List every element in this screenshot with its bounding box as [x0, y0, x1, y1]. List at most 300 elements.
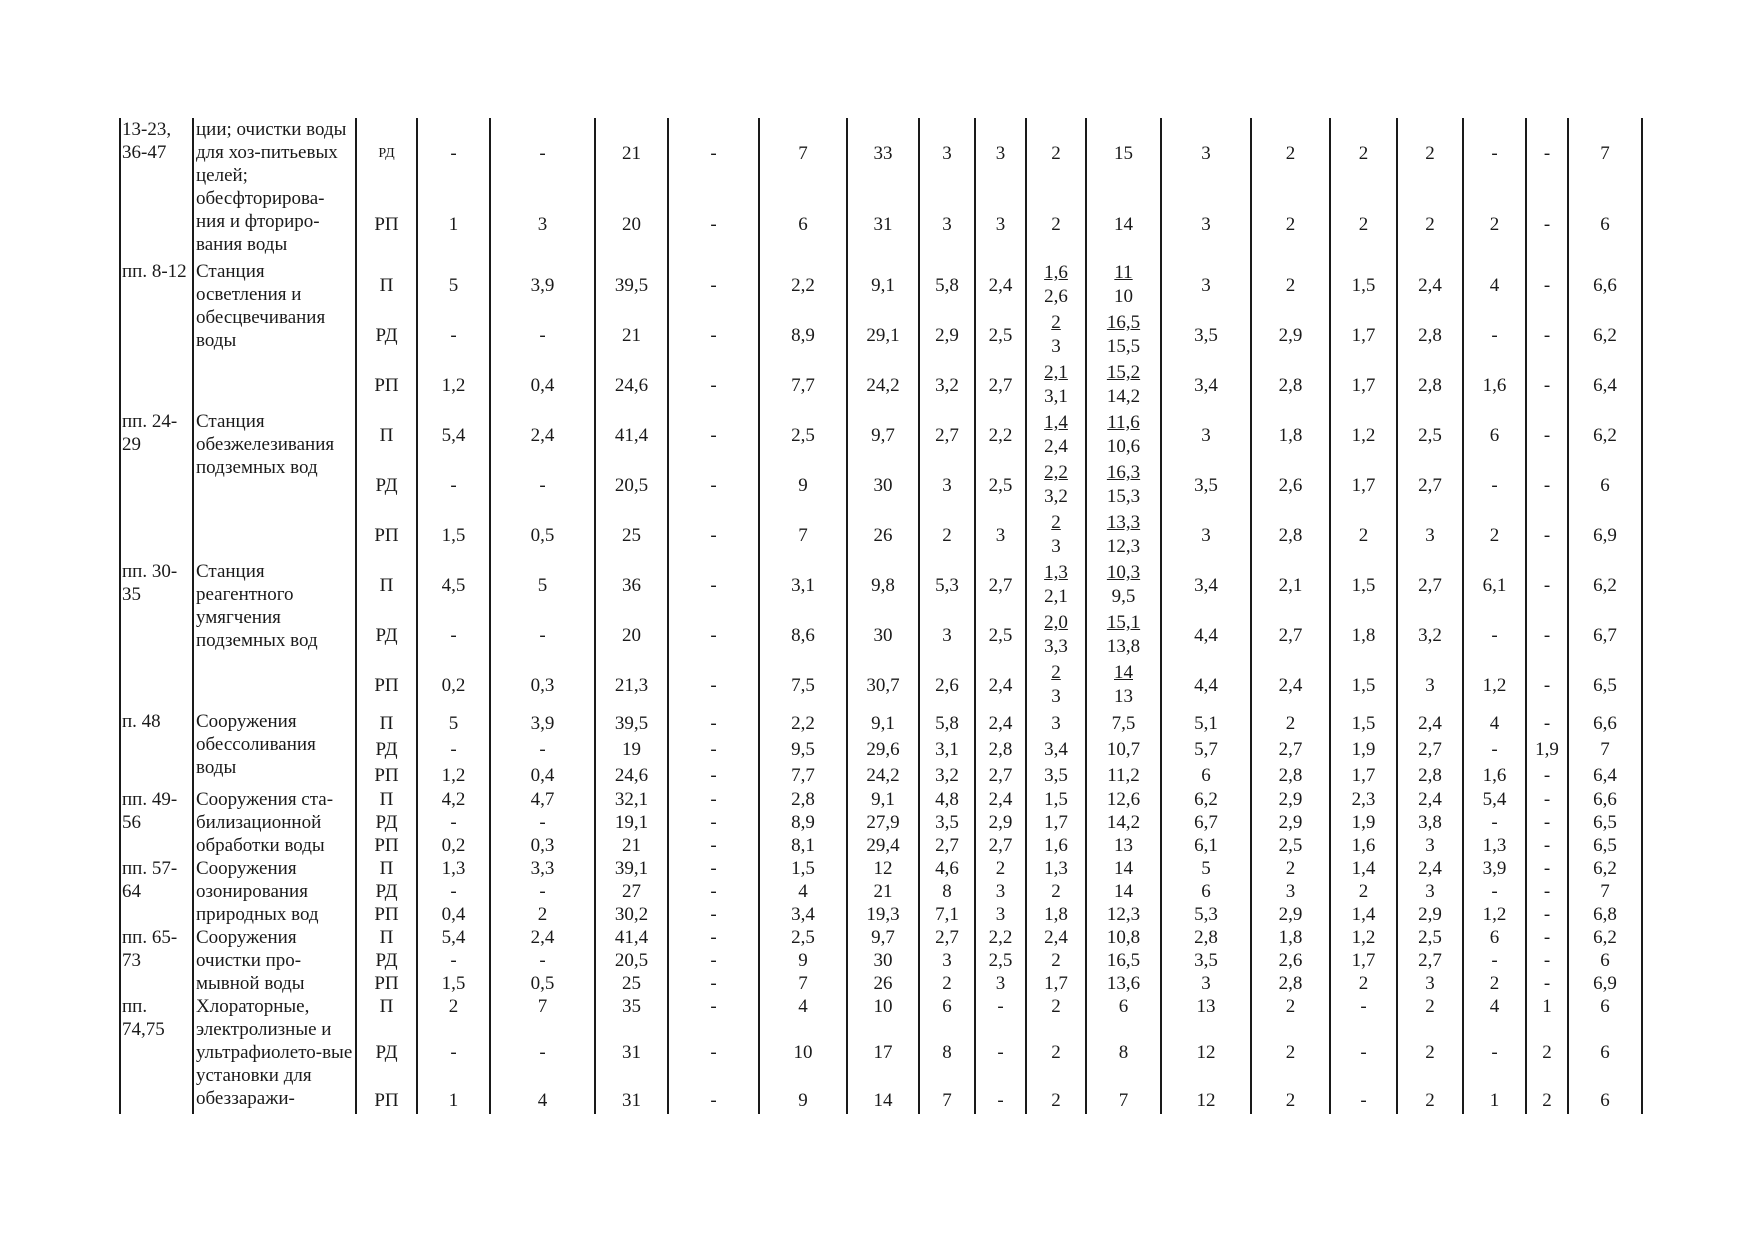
value-cell: 2: [1397, 995, 1463, 1018]
fraction-top: 2,2: [1044, 462, 1068, 483]
value-cell: 2: [1330, 880, 1397, 903]
value-cell: -: [668, 1087, 759, 1114]
value-cell: 5,4: [1463, 788, 1526, 811]
fraction-top: 15,2: [1106, 362, 1141, 383]
value-cell: 2,4: [975, 710, 1026, 736]
value-cell: 2: [1397, 1087, 1463, 1114]
value-cell: 2,5: [975, 310, 1026, 360]
value-cell: 3: [919, 949, 975, 972]
value-cell: 2: [1026, 949, 1086, 972]
section-number: пп. 30-35: [120, 560, 193, 710]
value-cell: 30: [847, 949, 919, 972]
mode-cell: П: [356, 788, 417, 811]
value-cell: 3: [975, 188, 1026, 260]
value-cell: -: [1463, 736, 1526, 762]
value-cell: 19,1: [595, 811, 668, 834]
value-cell: 9,7: [847, 410, 919, 460]
mode-cell: П: [356, 260, 417, 310]
value-cell: 3,8: [1397, 811, 1463, 834]
value-cell: 3,4: [1161, 360, 1251, 410]
value-cell: -: [1526, 260, 1568, 310]
value-cell: 1,7: [1330, 762, 1397, 788]
value-cell: 20,5: [595, 949, 668, 972]
value-cell: [1086, 510, 1161, 560]
facility-name: Станция обезжелезивания подземных вод: [193, 410, 356, 560]
value-cell: 7: [919, 1087, 975, 1114]
value-cell: -: [490, 1018, 595, 1087]
value-cell: -: [668, 360, 759, 410]
value-cell: 5,8: [919, 710, 975, 736]
value-cell: 2,7: [919, 926, 975, 949]
value-cell: -: [668, 560, 759, 610]
value-cell: 13,6: [1086, 972, 1161, 995]
value-cell: 3,5: [1161, 310, 1251, 360]
value-cell: -: [668, 118, 759, 188]
fraction-top: 15,1: [1106, 612, 1141, 633]
mode-cell: РД: [356, 949, 417, 972]
value-cell: 19,3: [847, 903, 919, 926]
value-cell: 1,5: [417, 972, 490, 995]
value-cell: 8: [919, 1018, 975, 1087]
value-cell: 1,5: [1330, 560, 1397, 610]
value-cell: 7: [1568, 118, 1642, 188]
value-cell: 2,5: [975, 949, 1026, 972]
value-cell: 1,8: [1251, 926, 1330, 949]
value-cell: -: [490, 118, 595, 188]
mode-cell: РП: [356, 834, 417, 857]
section-number: п. 48: [120, 710, 193, 788]
value-cell: 10: [847, 995, 919, 1018]
value-cell: 0,4: [417, 903, 490, 926]
fraction-bottom: 2,6: [1044, 286, 1068, 307]
value-cell: 2,5: [975, 460, 1026, 510]
value-cell: 2: [1463, 972, 1526, 995]
value-cell: 6,2: [1568, 857, 1642, 880]
value-cell: 6: [1568, 1018, 1642, 1087]
value-cell: -: [490, 736, 595, 762]
value-cell: 30,7: [847, 660, 919, 710]
value-cell: 13: [1161, 995, 1251, 1018]
value-cell: 2,7: [1397, 560, 1463, 610]
value-cell: 2,2: [975, 410, 1026, 460]
value-cell: 3,9: [1463, 857, 1526, 880]
value-cell: 8,9: [759, 310, 847, 360]
value-cell: -: [668, 972, 759, 995]
value-cell: 3: [975, 972, 1026, 995]
value-cell: 6,5: [1568, 811, 1642, 834]
value-cell: 6,6: [1568, 788, 1642, 811]
table-row: [120, 710, 1642, 736]
value-cell: 3: [1161, 260, 1251, 310]
value-cell: [1026, 660, 1086, 710]
value-cell: 24,2: [847, 360, 919, 410]
value-cell: 2,7: [1397, 949, 1463, 972]
value-cell: 6,2: [1568, 926, 1642, 949]
value-cell: 2,9: [1397, 903, 1463, 926]
value-cell: 9,7: [847, 926, 919, 949]
value-cell: 2,7: [1397, 736, 1463, 762]
value-cell: 7,7: [759, 762, 847, 788]
value-cell: 3: [1161, 510, 1251, 560]
mode-cell: РД: [356, 118, 417, 188]
value-cell: -: [1463, 460, 1526, 510]
fraction-bottom: 14,2: [1106, 386, 1141, 407]
value-cell: 25: [595, 972, 668, 995]
value-cell: 3: [975, 903, 1026, 926]
value-cell: 31: [847, 188, 919, 260]
value-cell: 12: [1161, 1087, 1251, 1114]
mode-cell: П: [356, 926, 417, 949]
value-cell: 7: [1086, 1087, 1161, 1114]
value-cell: 7: [1568, 736, 1642, 762]
value-cell: 6,8: [1568, 903, 1642, 926]
value-cell: 0,5: [490, 972, 595, 995]
mode-cell: П: [356, 857, 417, 880]
value-cell: -: [490, 880, 595, 903]
value-cell: 3,5: [1026, 762, 1086, 788]
value-cell: -: [975, 1087, 1026, 1114]
value-cell: 1,7: [1330, 310, 1397, 360]
value-cell: 2,8: [1397, 360, 1463, 410]
value-cell: 4: [1463, 260, 1526, 310]
value-cell: 6,4: [1568, 762, 1642, 788]
value-cell: 2,7: [975, 560, 1026, 610]
value-cell: -: [668, 903, 759, 926]
fraction-bottom: 3: [1051, 536, 1061, 557]
value-cell: 2,8: [1397, 310, 1463, 360]
table-row: [120, 857, 1642, 880]
value-cell: 6: [919, 995, 975, 1018]
section-number: пп. 57-64: [120, 857, 193, 926]
value-cell: 4,5: [417, 560, 490, 610]
value-cell: -: [1526, 949, 1568, 972]
value-cell: 4: [759, 995, 847, 1018]
value-cell: -: [1330, 995, 1397, 1018]
value-cell: 2: [919, 510, 975, 560]
value-cell: 21: [595, 118, 668, 188]
value-cell: 30,2: [595, 903, 668, 926]
value-cell: 1,6: [1330, 834, 1397, 857]
value-cell: 3: [919, 610, 975, 660]
value-cell: 6,5: [1568, 834, 1642, 857]
value-cell: 17: [847, 1018, 919, 1087]
value-cell: 1,8: [1251, 410, 1330, 460]
value-cell: 2,7: [919, 410, 975, 460]
value-cell: 7: [759, 510, 847, 560]
value-cell: -: [1526, 972, 1568, 995]
value-cell: -: [417, 460, 490, 510]
fraction-bottom: 3: [1051, 686, 1061, 707]
value-cell: 0,2: [417, 834, 490, 857]
fraction-bottom: 3: [1051, 336, 1061, 357]
value-cell: 6: [1568, 460, 1642, 510]
value-cell: 21: [595, 310, 668, 360]
value-cell: 2,5: [1397, 926, 1463, 949]
value-cell: -: [1526, 811, 1568, 834]
table-row: [120, 926, 1642, 949]
value-cell: 2,4: [1251, 660, 1330, 710]
value-cell: 2,7: [975, 762, 1026, 788]
value-cell: 8: [919, 880, 975, 903]
value-cell: 2,7: [919, 834, 975, 857]
value-cell: [1026, 510, 1086, 560]
table-row: [120, 788, 1642, 811]
value-cell: [1086, 610, 1161, 660]
value-cell: 3,4: [1026, 736, 1086, 762]
value-cell: 7: [759, 118, 847, 188]
value-cell: 3: [1161, 410, 1251, 460]
section-number: 13-23, 36-47: [120, 118, 193, 260]
value-cell: 35: [595, 995, 668, 1018]
value-cell: 6: [1161, 762, 1251, 788]
fraction-bottom: 13,8: [1106, 636, 1141, 657]
value-cell: 6,1: [1463, 560, 1526, 610]
value-cell: 2,4: [1397, 788, 1463, 811]
value-cell: 6: [1463, 926, 1526, 949]
value-cell: 2,9: [919, 310, 975, 360]
value-cell: 1,5: [1330, 260, 1397, 310]
value-cell: 6,2: [1568, 410, 1642, 460]
value-cell: [1026, 610, 1086, 660]
value-cell: 4: [490, 1087, 595, 1114]
value-cell: 2,8: [1397, 762, 1463, 788]
value-cell: 30: [847, 460, 919, 510]
section-number: пп. 74,75: [120, 995, 193, 1114]
fraction-top: 13,3: [1106, 512, 1141, 533]
value-cell: 26: [847, 510, 919, 560]
value-cell: 1,4: [1330, 857, 1397, 880]
fraction-bottom: 3,1: [1044, 386, 1068, 407]
value-cell: 5: [417, 710, 490, 736]
value-cell: 3: [975, 880, 1026, 903]
value-cell: 2,8: [1251, 762, 1330, 788]
value-cell: 3,9: [490, 260, 595, 310]
value-cell: 7: [1568, 880, 1642, 903]
value-cell: 1,2: [1463, 660, 1526, 710]
value-cell: 3,3: [490, 857, 595, 880]
fraction-top: 1,6: [1044, 262, 1068, 283]
value-cell: 2,5: [975, 610, 1026, 660]
value-cell: 3,1: [919, 736, 975, 762]
facility-name: Станция осветления и обесцвечивания воды: [193, 260, 356, 410]
value-cell: 9,1: [847, 788, 919, 811]
value-cell: 2,2: [759, 710, 847, 736]
value-cell: 27,9: [847, 811, 919, 834]
value-cell: 20: [595, 610, 668, 660]
value-cell: 21,3: [595, 660, 668, 710]
value-cell: -: [1526, 660, 1568, 710]
value-cell: 1: [1463, 1087, 1526, 1114]
mode-cell: П: [356, 710, 417, 736]
value-cell: 20,5: [595, 460, 668, 510]
value-cell: -: [1526, 880, 1568, 903]
value-cell: 1,9: [1330, 736, 1397, 762]
value-cell: -: [668, 857, 759, 880]
value-cell: -: [490, 460, 595, 510]
value-cell: 2,4: [975, 660, 1026, 710]
value-cell: 6,5: [1568, 660, 1642, 710]
value-cell: 2,4: [1397, 710, 1463, 736]
value-cell: [1086, 460, 1161, 510]
value-cell: 1,7: [1026, 811, 1086, 834]
value-cell: [1086, 360, 1161, 410]
value-cell: 6,2: [1568, 560, 1642, 610]
fraction-top: 16,3: [1106, 462, 1141, 483]
value-cell: 2,7: [975, 360, 1026, 410]
value-cell: 1,2: [1330, 410, 1397, 460]
value-cell: 2,9: [975, 811, 1026, 834]
mode-cell: П: [356, 995, 417, 1018]
value-cell: 7,1: [919, 903, 975, 926]
value-cell: -: [1526, 560, 1568, 610]
value-cell: 1,5: [1330, 660, 1397, 710]
value-cell: 31: [595, 1018, 668, 1087]
value-cell: -: [1463, 949, 1526, 972]
value-cell: 3,1: [759, 560, 847, 610]
mode-cell: РД: [356, 811, 417, 834]
value-cell: 8: [1086, 1018, 1161, 1087]
value-cell: 6: [759, 188, 847, 260]
value-cell: 1,5: [1026, 788, 1086, 811]
value-cell: -: [1526, 710, 1568, 736]
value-cell: 12,6: [1086, 788, 1161, 811]
value-cell: 4: [759, 880, 847, 903]
fraction-top: 2,0: [1044, 612, 1068, 633]
value-cell: 2,8: [1251, 360, 1330, 410]
value-cell: 2: [1526, 1087, 1568, 1114]
table-row: [120, 260, 1642, 310]
value-cell: -: [1463, 310, 1526, 360]
value-cell: 3,5: [1161, 460, 1251, 510]
value-cell: 3: [919, 460, 975, 510]
value-cell: 6: [1161, 880, 1251, 903]
table-row: [120, 410, 1642, 460]
value-cell: 7,5: [1086, 710, 1161, 736]
facility-name: Сооружения обессоливания воды: [193, 710, 356, 788]
facility-name: Станция реагентного умягчения подземных вод: [193, 560, 356, 710]
value-cell: 24,2: [847, 762, 919, 788]
value-cell: 5,3: [1161, 903, 1251, 926]
value-cell: 2,9: [1251, 903, 1330, 926]
value-cell: 2: [1026, 188, 1086, 260]
fraction-bottom: 15,5: [1106, 336, 1141, 357]
value-cell: 2: [490, 903, 595, 926]
value-cell: 1,3: [417, 857, 490, 880]
value-cell: -: [490, 811, 595, 834]
value-cell: 7,7: [759, 360, 847, 410]
section-number: пп. 8-12: [120, 260, 193, 410]
fraction-top: 1,4: [1044, 412, 1068, 433]
value-cell: 1,2: [1463, 903, 1526, 926]
value-cell: 3,4: [759, 903, 847, 926]
value-cell: 2,6: [1251, 949, 1330, 972]
value-cell: 1,2: [417, 360, 490, 410]
value-cell: 2,4: [1397, 260, 1463, 310]
value-cell: 33: [847, 118, 919, 188]
value-cell: 1,6: [1026, 834, 1086, 857]
value-cell: -: [668, 410, 759, 460]
value-cell: 5: [490, 560, 595, 610]
value-cell: -: [668, 1018, 759, 1087]
value-cell: 1,2: [417, 762, 490, 788]
value-cell: 2,6: [1251, 460, 1330, 510]
value-cell: 6: [1568, 188, 1642, 260]
value-cell: 14: [1086, 188, 1161, 260]
value-cell: 2,5: [1251, 834, 1330, 857]
value-cell: 9,5: [759, 736, 847, 762]
value-cell: 24,6: [595, 762, 668, 788]
value-cell: 1: [417, 188, 490, 260]
value-cell: 2,7: [1251, 736, 1330, 762]
value-cell: 3,2: [919, 762, 975, 788]
value-cell: -: [1526, 903, 1568, 926]
value-cell: -: [1526, 510, 1568, 560]
value-cell: 2: [1251, 118, 1330, 188]
value-cell: 25: [595, 510, 668, 560]
value-cell: 2: [1251, 995, 1330, 1018]
value-cell: -: [417, 736, 490, 762]
section-number: пп. 24-29: [120, 410, 193, 560]
fraction-bottom: 15,3: [1106, 486, 1141, 507]
fraction-bottom: 3,3: [1044, 636, 1068, 657]
value-cell: 16,5: [1086, 949, 1161, 972]
value-cell: -: [668, 762, 759, 788]
fraction-top: 1,3: [1044, 562, 1068, 583]
value-cell: 2: [1026, 1018, 1086, 1087]
value-cell: 9,8: [847, 560, 919, 610]
value-cell: -: [1463, 880, 1526, 903]
value-cell: 2: [1330, 118, 1397, 188]
value-cell: -: [1526, 410, 1568, 460]
value-cell: 3: [1397, 880, 1463, 903]
value-cell: 2,4: [975, 788, 1026, 811]
value-cell: 1,6: [1463, 360, 1526, 410]
section-number: пп. 65-73: [120, 926, 193, 995]
value-cell: -: [417, 1018, 490, 1087]
value-cell: -: [668, 880, 759, 903]
value-cell: 2: [975, 857, 1026, 880]
value-cell: -: [1526, 610, 1568, 660]
value-cell: 6: [1463, 410, 1526, 460]
value-cell: 3,5: [919, 811, 975, 834]
value-cell: 19: [595, 736, 668, 762]
value-cell: 1,9: [1526, 736, 1568, 762]
mode-cell: РП: [356, 972, 417, 995]
value-cell: 2: [1330, 972, 1397, 995]
value-cell: [1026, 410, 1086, 460]
value-cell: 1,7: [1026, 972, 1086, 995]
value-cell: 2: [1251, 1087, 1330, 1114]
value-cell: -: [975, 1018, 1026, 1087]
value-cell: -: [1526, 460, 1568, 510]
value-cell: 2,7: [975, 834, 1026, 857]
fraction-bottom: 9,5: [1111, 586, 1136, 607]
value-cell: -: [1330, 1018, 1397, 1087]
value-cell: -: [1463, 118, 1526, 188]
mode-cell: РП: [356, 188, 417, 260]
value-cell: -: [1526, 310, 1568, 360]
value-cell: 0,3: [490, 834, 595, 857]
value-cell: -: [668, 788, 759, 811]
fraction-top: 2: [1051, 662, 1061, 683]
value-cell: 3: [1251, 880, 1330, 903]
value-cell: 3: [1161, 118, 1251, 188]
value-cell: 39,1: [595, 857, 668, 880]
value-cell: 5,7: [1161, 736, 1251, 762]
value-cell: -: [1463, 811, 1526, 834]
value-cell: 2,9: [1251, 811, 1330, 834]
value-cell: 6,9: [1568, 972, 1642, 995]
